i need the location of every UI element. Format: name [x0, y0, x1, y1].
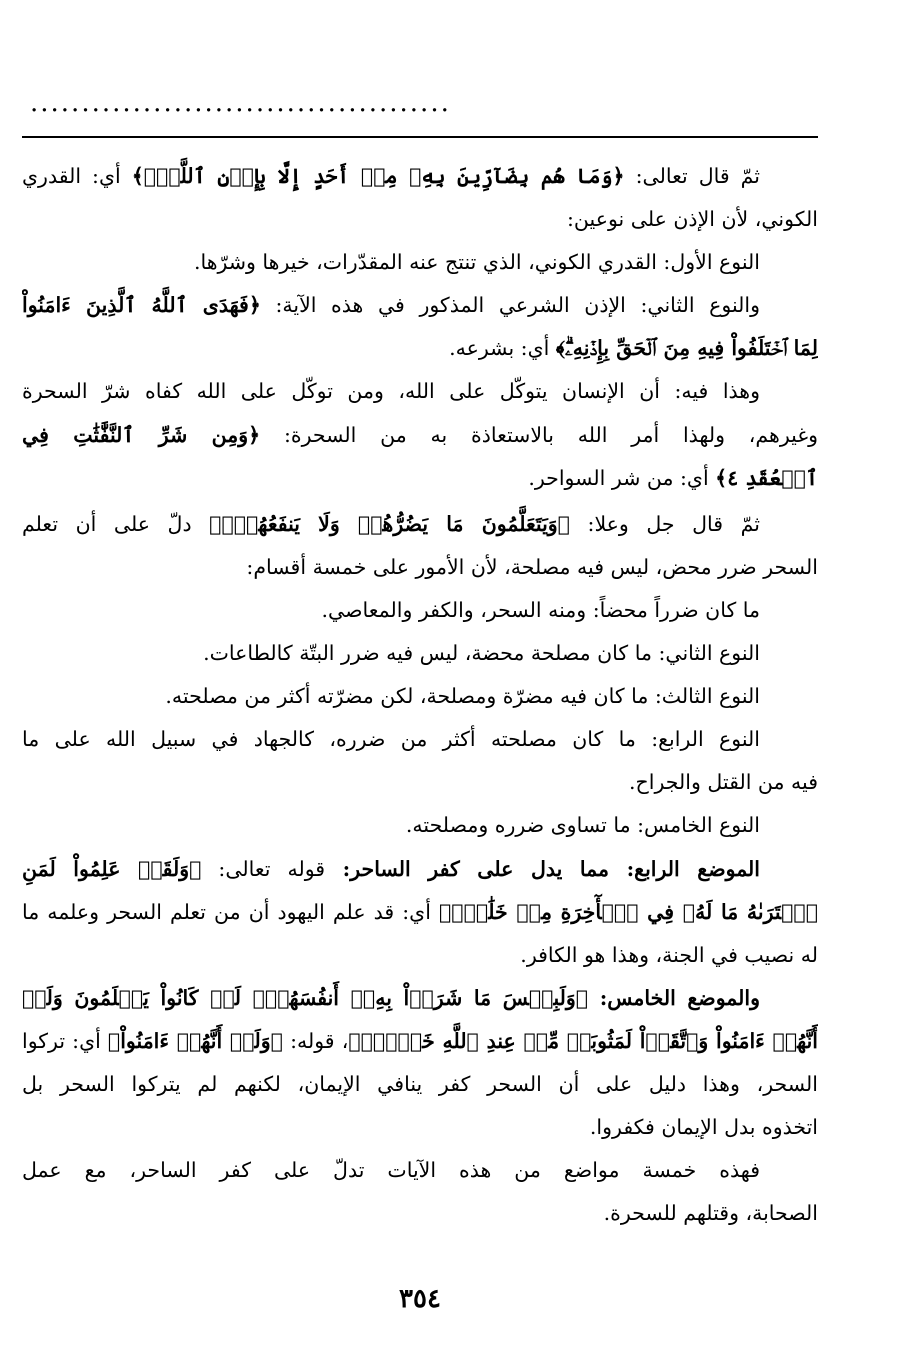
text-line: النوع الرابع: ما كان مصلحته أكثر من ضرره، كالجهاد في سبيل الله على ما — [22, 727, 760, 752]
quran-verse: ﴿فَهَدَى ٱللَّهُ ٱلَّذِينَ ءَامَنُواْ — [22, 293, 261, 318]
quran-verse: ﴿وَمِن شَرِّ ٱلنَّفَّٰثَٰتِ فِي — [22, 422, 261, 447]
text-line: ما كان ضرراً محضاً: ومنه السحر، والكفر والمعاصي. — [321, 597, 760, 622]
text-line: وغيرهم، ولهذا أمر الله بالاستعاذة به من السحرة: ﴿وَمِن شَرِّ ٱلنَّفَّٰثَٰتِ فِي — [22, 422, 818, 447]
text-line: النوع الأول: القدري الكوني، الذي تنتج عنه المقدّرات، خيرها وشرّها. — [193, 250, 760, 275]
text-line: السحر، وهذا دليل على أن السحر كفر ينافي الإيمان، لكنهم لم يتركوا السحر بل — [22, 1071, 818, 1096]
text-line: ثمّ قال جل وعلا: ﴿وَيَتَعَلَّمُونَ مَا يَضُرُّهُمۡ وَلَا يَنفَعُهُمۡۚ﴾ دلّ على أن تعلم — [22, 511, 760, 536]
text-line: الكوني، لأن الإذن على نوعين: — [567, 207, 818, 232]
text-line: الموضع الرابع: مما يدل على كفر الساحر: قوله تعالى: ﴿وَلَقَدۡ عَلِمُواْ لَمَنِ — [22, 856, 760, 881]
text-line: أَنَّهُمۡ ءَامَنُواْ وَٱتَّقَوۡاْ لَمَثُوبَةٞ مِّنۡ عِندِ ٱللَّهِ خَيۡرٞۖ﴾، قوله: ﴿وَلَوۡ أَنَّهُمۡ ءَامَنُواْ﴾ أي: تركوا — [22, 1028, 818, 1053]
quran-verse: أَنَّهُمۡ ءَامَنُواْ وَٱتَّقَوۡاْ لَمَثُوبَةٞ مِّنۡ عِندِ ٱللَّهِ خَيۡرٞۖ﴾ — [348, 1028, 818, 1053]
text-line: الصحابة، وقتلهم للسحرة. — [603, 1201, 818, 1226]
text-line: له نصيب في الجنة، وهذا هو الكافر. — [520, 942, 818, 967]
text-line: لِمَا ٱخۡتَلَفُواْ فِيهِ مِنَ ٱلۡحَقِّ بِإِذۡنِهِۦۗ﴾ أي: بشرعه. — [449, 336, 818, 361]
quran-verse: ٱشۡتَرَىٰهُ مَا لَهُۥ فِي ٱلۡأٓخِرَةِ مِنۡ خَلَٰقٖۚ﴾ — [438, 899, 818, 924]
text-line — [22, 977, 818, 1020]
dotted-separator: ......................................... — [30, 88, 451, 118]
text-line: النوع الخامس: ما تساوى ضرره ومصلحته. — [405, 813, 760, 838]
text-line: فهذه خمسة مواضع من هذه الآيات تدلّ على كفر الساحر، مع عمل — [22, 1158, 760, 1183]
text-line: السحر ضرر محض، ليس فيه مصلحة، لأن الأمور على خمسة أقسام: — [246, 554, 818, 579]
text-line: فيه من القتل والجراح. — [629, 770, 818, 795]
text-line: ٱشۡتَرَىٰهُ مَا لَهُۥ فِي ٱلۡأٓخِرَةِ مِنۡ خَلَٰقٖۚ﴾ أي: قد علم اليهود أن من تعلم السحر وعلمه ما — [22, 899, 818, 924]
text-line: النوع الثالث: ما كان فيه مضرّة ومصلحة، لكن مضرّته أكثر من مصلحته. — [165, 684, 760, 709]
text-line: وهذا فيه: أن الإنسان يتوكّل على الله، ومن توكّل على الله كفاه شرّ السحرة — [22, 379, 760, 404]
quran-verse: ﴿وَلَقَدۡ عَلِمُواْ لَمَنِ — [22, 856, 202, 881]
quran-verse: لِمَا ٱخۡتَلَفُواْ فِيهِ مِنَ ٱلۡحَقِّ بِإِذۡنِهِۦۗ﴾ — [555, 336, 818, 361]
text-line: النوع الثاني: ما كان مصلحة محضة، ليس فيه ضرر البتّة كالطاعات. — [203, 641, 760, 666]
page-number: ٣٥٤ — [399, 1284, 441, 1314]
quran-verse: ﴿وَلَبِئۡسَ مَا شَرَوۡاْ بِهِۦٓ أَنفُسَهُمۡۚ لَوۡ كَانُواْ يَعۡلَمُونَ وَلَوۡ — [22, 985, 589, 1010]
quran-verse: ﴿وَلَوۡ أَنَّهُمۡ ءَامَنُواْ﴾ — [107, 1028, 283, 1053]
text-line: اتخذوه بدل الإيمان فكفروا. — [589, 1115, 818, 1140]
section-heading: والموضع الخامس: — [588, 985, 760, 1010]
page-body — [22, 155, 818, 1235]
horizontal-rule — [22, 136, 818, 138]
text-line: والنوع الثاني: الإذن الشرعي المذكور في هذه الآية: ﴿فَهَدَى ٱللَّهُ ٱلَّذِينَ ءَامَنُواْ — [22, 293, 760, 318]
quran-verse: ٱلۡعُقَدِ ٤﴾ — [715, 465, 818, 490]
quran-verse: ﴿وَمَا هُم بِضَآرِّينَ بِهِۦ مِنۡ أَحَدٍ إِلَّا بِإِذۡنِ ٱللَّهِۚ﴾ — [131, 164, 625, 188]
text-line: ثمّ قال تعالى: ﴿وَمَا هُم بِضَآرِّينَ بِهِۦ مِنۡ أَحَدٍ إِلَّا بِإِذۡنِ ٱللَّهِۚ﴾ أي: القدري — [22, 164, 761, 188]
quran-verse: ﴿وَيَتَعَلَّمُونَ مَا يَضُرُّهُمۡ وَلَا يَنفَعُهُمۡۚ﴾ — [209, 511, 570, 536]
section-heading: الموضع الرابع: مما يدل على كفر الساحر: — [325, 856, 760, 881]
text-line: ٱلۡعُقَدِ ٤﴾ أي: من شر السواحر. — [528, 465, 818, 490]
